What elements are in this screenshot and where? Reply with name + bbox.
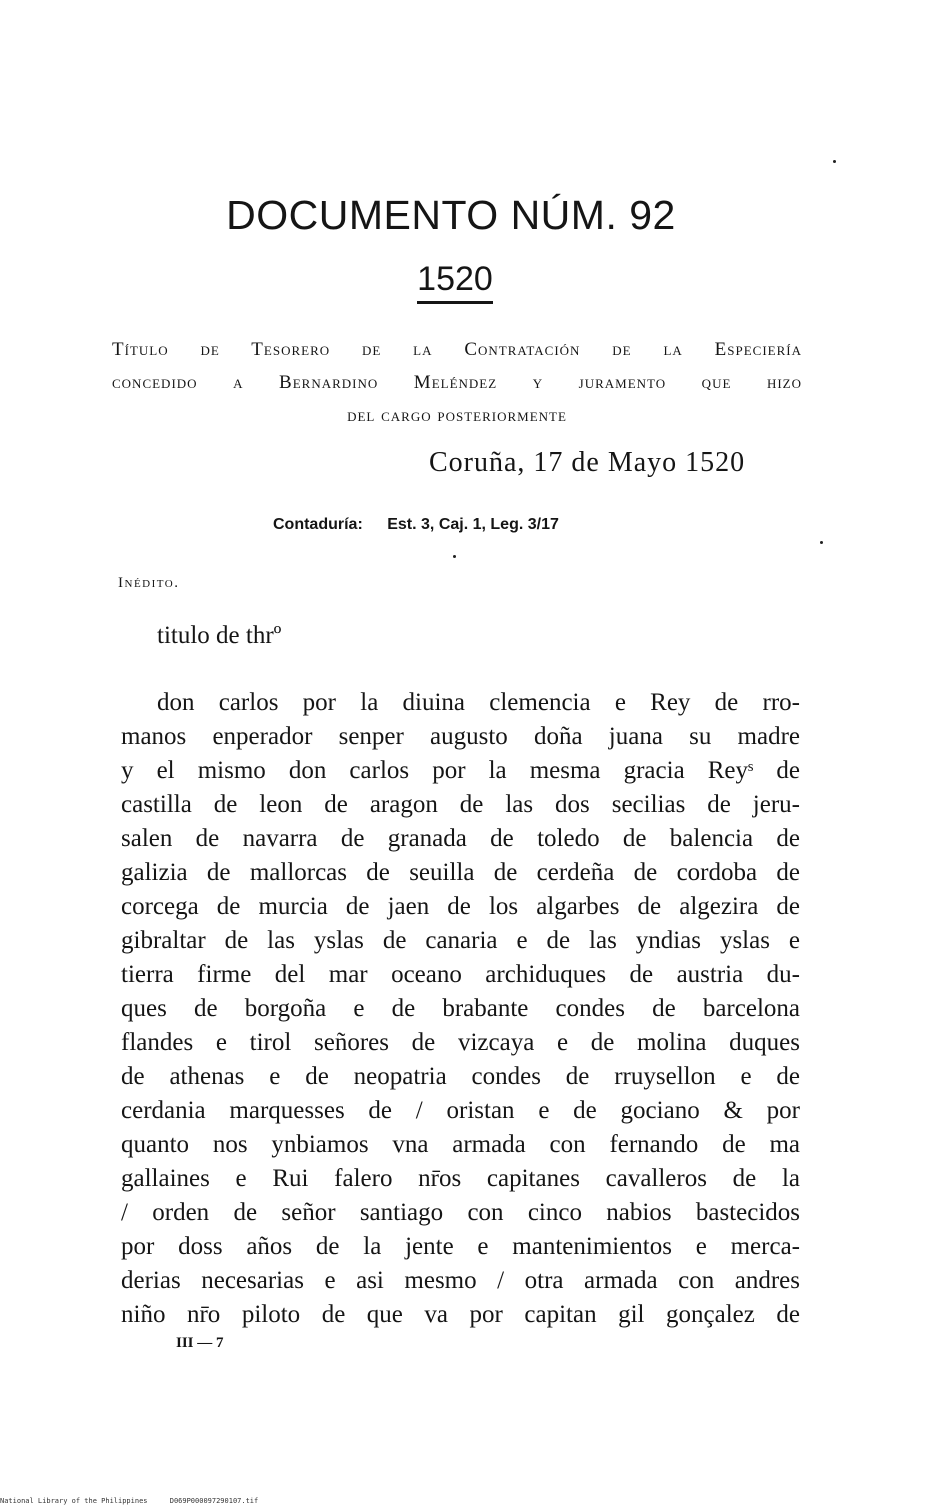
body-line: / orden de señor santiago con cinco nabios bastecidos — [121, 1199, 800, 1226]
document-summary — [112, 333, 802, 432]
transcription-body — [121, 686, 800, 1332]
body-line: flandes e tirol señores de vizcaya e de molina duques — [121, 1029, 800, 1056]
body-line: tierra firme del mar oceano archiduques de austria du- — [121, 961, 800, 988]
body-line: castilla de leon de aragon de las dos secilias de jeru- — [121, 791, 800, 818]
body-line: gibraltar de las yslas de canaria e de las yndias yslas e — [121, 927, 800, 954]
footer-file: D069P000097290107.tif — [169, 1497, 259, 1505]
body-line: gallaines e Rui falero nr̄os capitanes cavalleros de la — [121, 1165, 800, 1192]
body-line: corcega de murcia de jaen de los algarbes de algezira de — [121, 893, 800, 920]
summary-line: Título de Tesorero de la Contratación de la Especiería — [112, 339, 802, 360]
place-date: Coruña, 17 de Mayo 1520 — [429, 447, 746, 478]
scan-speck — [453, 555, 456, 558]
body-line: de athenas e de neopatria condes de rruysellon e de — [121, 1063, 800, 1090]
transcription-heading: titulo de thrº — [157, 622, 282, 649]
body-line: galizia de mallorcas de seuilla de cerdeña de cordoba de — [121, 859, 800, 886]
body-line: ques de borgoña e de brabante condes de barcelona — [121, 995, 800, 1022]
summary-line: del cargo posteriormente — [347, 405, 567, 426]
document-year-wrapper — [0, 260, 910, 304]
archive-ref: Est. 3, Caj. 1, Leg. 3/17 — [387, 516, 559, 533]
body-line: quanto nos ynbiamos vna armada con fernando de ma — [121, 1131, 800, 1158]
archive-reference — [273, 516, 559, 534]
body-line: don carlos por la diuina clemencia e Rey de rro- — [157, 689, 800, 716]
footer-source: National Library of the Philippines — [0, 1497, 148, 1505]
body-line: cerdania marquesses de / oristan e de gociano & por — [121, 1097, 800, 1124]
scan-speck — [833, 160, 836, 163]
archive-label: Contaduría: — [273, 516, 363, 533]
document-title: DOCUMENTO NÚM. 92 — [226, 192, 676, 238]
scan-footer — [0, 1497, 258, 1505]
body-line: y el mismo don carlos por la mesma gracia Reyˢ de — [121, 757, 800, 784]
scan-speck — [820, 541, 823, 544]
body-line: manos enperador senper augusto doña juana su madre — [121, 723, 800, 750]
body-line: niño nr̄o piloto de que va por capitan gil gonçalez de — [121, 1301, 800, 1328]
publication-status: Inédito. — [118, 575, 180, 591]
body-line: por doss años de la jente e mantenimientos e merca- — [121, 1233, 800, 1260]
document-year: 1520 — [417, 260, 493, 304]
body-line: salen de navarra de granada de toledo de balencia de — [121, 825, 800, 852]
summary-line: concedido a Bernardino Meléndez y juramento que hizo — [112, 372, 802, 393]
body-line: derias necesarias e asi mesmo / otra armada con andres — [121, 1267, 800, 1294]
page-signature: III — 7 — [176, 1335, 224, 1351]
